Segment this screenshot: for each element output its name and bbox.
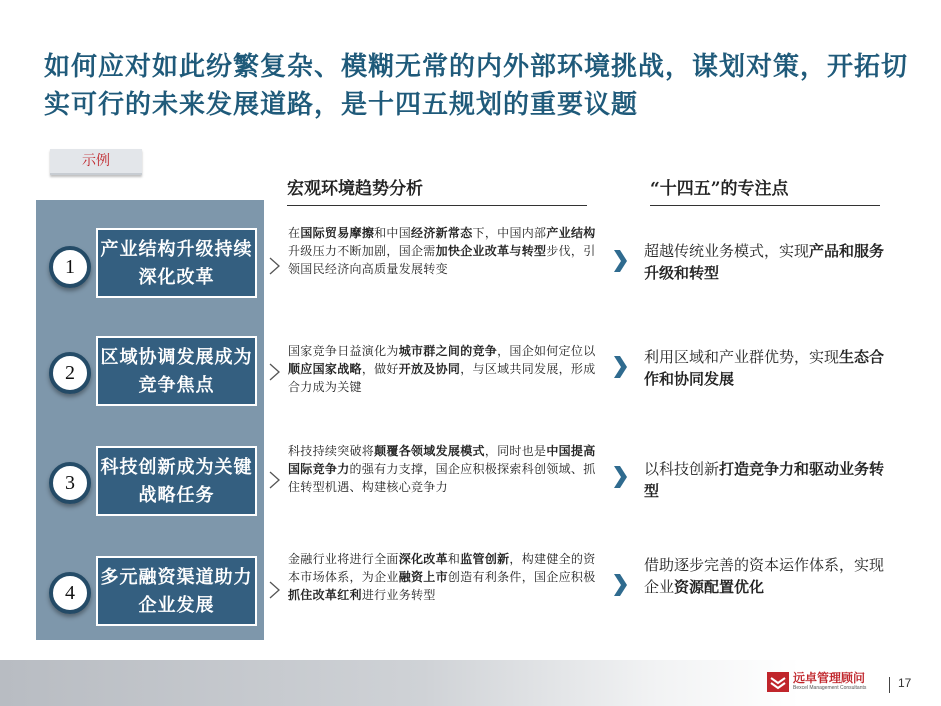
text-segment: 进行业务转型 — [361, 588, 436, 602]
row-label-2: 区域协调发展成为竞争焦点 — [96, 336, 257, 406]
macro-analysis-header: 宏观环境趋势分析 — [287, 174, 587, 206]
highlight-text: 融资上市 — [398, 570, 448, 584]
company-logo — [767, 672, 866, 692]
highlight-text: 产业结构 — [546, 226, 596, 240]
text-segment: 创造有利条件，国企应积极 — [447, 570, 596, 584]
row-number-3: 3 — [49, 462, 91, 504]
text-segment: 金融行业将进行全面 — [288, 552, 399, 566]
highlight-text: 打造竞争力和驱动业务转型 — [644, 460, 885, 500]
text-segment: 在 — [288, 226, 301, 240]
highlight-text: 生态合作和协同发展 — [644, 348, 885, 388]
text-segment: 和 — [447, 552, 461, 566]
footer-divider — [889, 677, 890, 693]
text-segment: ，做好 — [361, 362, 399, 376]
highlight-text: 顺应国家战略 — [288, 362, 362, 376]
row-label-1: 产业结构升级持续深化改革 — [96, 228, 257, 298]
row-label-4: 多元融资渠道助力企业发展 — [96, 556, 257, 626]
logo-chinese-name: 远卓管理顾问 — [793, 671, 866, 685]
highlight-text: 开放及协同 — [398, 362, 461, 376]
text-segment: 和中国 — [374, 226, 412, 240]
text-segment: 科技持续突破将 — [288, 444, 375, 458]
text-segment: 超越传统业务模式，实现 — [644, 242, 810, 260]
highlight-text: 监管创新 — [460, 552, 510, 566]
row-focus-2 — [644, 346, 894, 390]
row-focus-3 — [644, 458, 894, 502]
double-chevron-icon — [614, 466, 628, 488]
row-description-2 — [288, 342, 596, 396]
example-tag: 示例 — [50, 149, 142, 175]
text-segment: 下，中国内部 — [472, 226, 547, 240]
row-description-4 — [288, 550, 596, 604]
row-description-3 — [288, 442, 596, 496]
text-segment: 利用区域和产业群优势，实现 — [644, 348, 840, 366]
focus-points-header: “十四五”的专注点 — [650, 174, 880, 206]
row-focus-1 — [644, 240, 894, 284]
text-segment: ，国企如何定位以 — [497, 344, 596, 358]
logo-english-name: Bexcel Management Consultants — [793, 685, 867, 691]
page-number: 17 — [898, 676, 912, 690]
double-chevron-icon — [614, 250, 628, 272]
text-segment: 的强有力支撑，国企应积极探索科创领域、抓住转型机遇、构建核心竞争力 — [288, 462, 596, 494]
page-title: 如何应对如此纷繁复杂、模糊无常的内外部环境挑战，谋划对策，开拓切实可行的未来发展道路，是十四五规划的重要议题 — [44, 52, 909, 120]
text-segment: 国家竞争日益演化为 — [288, 344, 399, 358]
highlight-text: 产品和服务升级和转型 — [644, 242, 885, 282]
text-segment: 升级压力不断加剧，国企需 — [288, 244, 436, 258]
double-chevron-icon — [614, 356, 628, 378]
row-number-1: 1 — [49, 246, 91, 288]
text-segment: ，构建健全的资本市场体系，为企业 — [288, 552, 596, 584]
highlight-text: 加快企业改革与转型 — [435, 244, 547, 258]
row-description-1 — [288, 224, 596, 278]
highlight-text: 中国提高国际竞争力 — [288, 444, 596, 476]
text-segment: 步伐，引领国民经济向高质量发展转变 — [288, 244, 596, 276]
highlight-text: 国际贸易摩擦 — [300, 226, 375, 240]
chevron-right-icon — [266, 470, 282, 490]
row-focus-4 — [644, 554, 894, 598]
highlight-text: 抓住改革红利 — [288, 588, 362, 602]
logo-mark-icon — [767, 672, 789, 692]
double-chevron-icon — [614, 574, 628, 596]
chevron-right-icon — [266, 580, 282, 600]
text-segment: ，同时也是 — [484, 444, 547, 458]
chevron-right-icon — [266, 256, 282, 276]
highlight-text: 颠覆各领域发展模式 — [374, 444, 485, 458]
row-number-2: 2 — [49, 352, 91, 394]
text-segment: ，与区域共同发展，形成合力成为关键 — [288, 362, 596, 394]
row-label-3: 科技创新成为关键战略任务 — [96, 446, 257, 516]
text-segment: 以科技创新 — [644, 460, 720, 478]
highlight-text: 资源配置优化 — [674, 578, 765, 596]
text-segment: 借助逐步完善的资本运作体系，实现企业 — [644, 556, 885, 596]
highlight-text: 深化改革 — [398, 552, 448, 566]
highlight-text: 经济新常态 — [411, 226, 473, 240]
chevron-right-icon — [266, 362, 282, 382]
highlight-text: 城市群之间的竞争 — [398, 344, 498, 358]
row-number-4: 4 — [49, 572, 91, 614]
